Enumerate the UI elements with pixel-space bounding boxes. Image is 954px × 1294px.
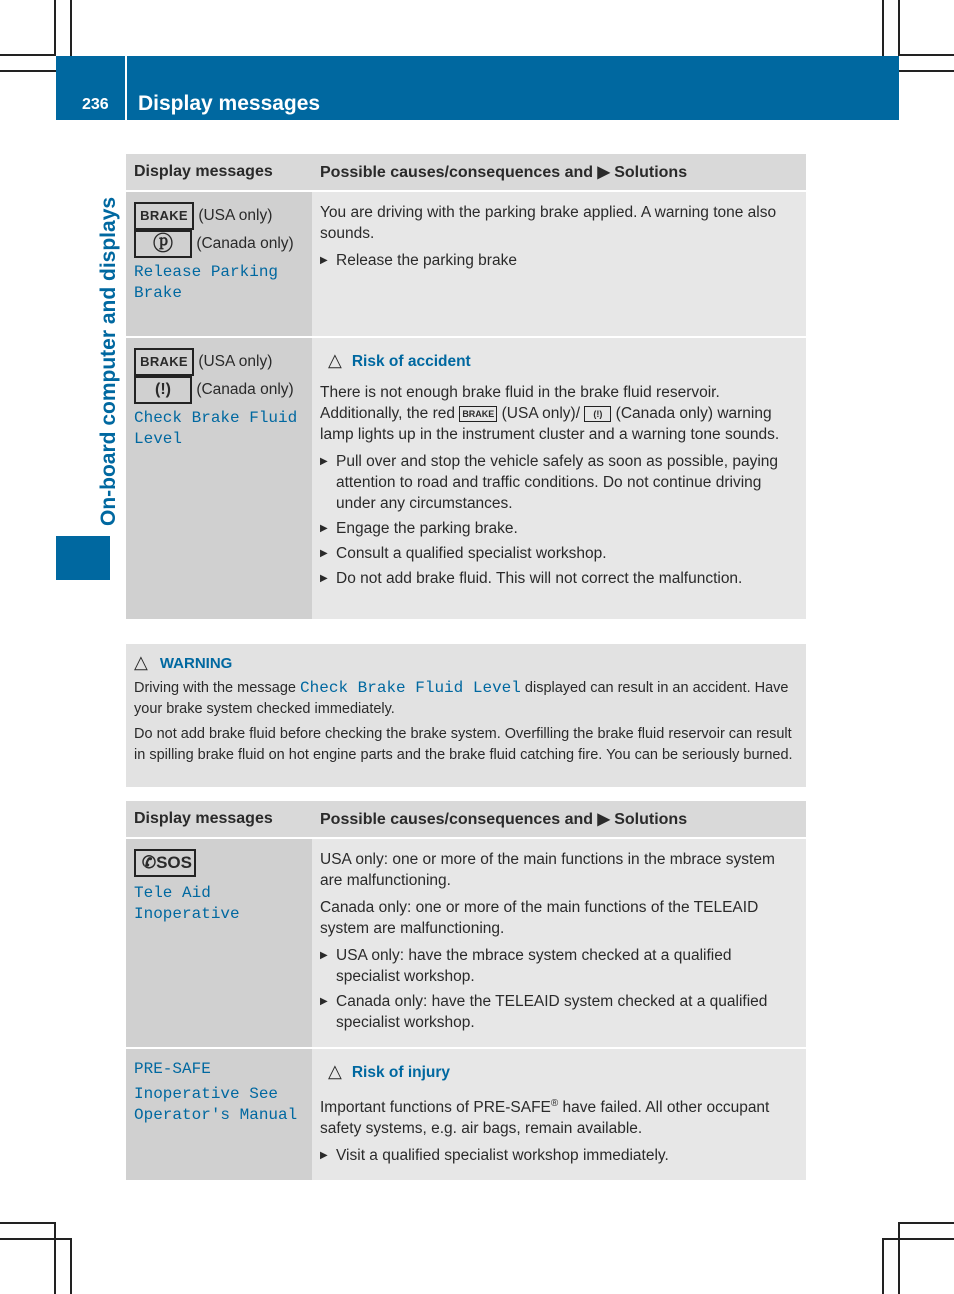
solution-step: ▶ Visit a qualified specialist workshop immediately. [320, 1145, 798, 1166]
crop-mark [898, 54, 954, 56]
parking-brake-icon: ⓟ [134, 230, 192, 258]
crop-mark [898, 1222, 900, 1294]
display-cell [126, 337, 312, 619]
display-message-text: Inoperative See Operator's Manual [134, 1085, 298, 1124]
solution-step: ▶ Consult a qualified specialist workshop. [320, 543, 798, 564]
crop-mark [882, 0, 884, 56]
cause-text: You are driving with the parking brake applied. A warning tone also sounds. [320, 204, 777, 242]
side-tab-block [56, 536, 110, 580]
display-messages-table-1 [126, 154, 806, 619]
table-row [126, 337, 806, 619]
crop-mark [0, 1238, 72, 1240]
crop-mark [54, 1222, 56, 1294]
causes-cell [312, 838, 806, 1048]
risk-label: Risk of injury [351, 1064, 451, 1081]
page-number: 236 [82, 96, 109, 113]
cause-text-mid: (USA only)/ [501, 405, 581, 422]
causes-cell [312, 337, 806, 619]
section-title: Display messages [138, 92, 321, 115]
risk-heading [328, 350, 798, 372]
solution-step: ▶ Canada only: have the TELEAID system checked at a qualified specialist workshop. [320, 991, 798, 1033]
display-message-text: Release Parking Brake [134, 263, 279, 302]
crop-mark [898, 70, 954, 72]
display-message-text: PRE-SAFE [134, 1060, 211, 1078]
display-message-text: Check Brake Fluid Level [300, 679, 521, 697]
solution-step: ▶ Do not add brake fluid. This will not correct the malfunction. [320, 568, 798, 589]
brake-warning-icon: BRAKE [459, 406, 497, 422]
display-cell [126, 838, 312, 1048]
crop-mark [898, 1222, 954, 1224]
display-cell [126, 191, 312, 337]
brake-fluid-icon: (!) [134, 376, 192, 404]
solution-step: ▶ Release the parking brake [320, 250, 798, 271]
warning-box [126, 644, 806, 787]
warning-title: WARNING [159, 655, 233, 672]
column-header-display: Display messages [126, 154, 312, 191]
crop-mark [882, 1238, 954, 1240]
brake-warning-icon: BRAKE [134, 348, 194, 376]
crop-mark [70, 0, 72, 56]
cause-text: USA only: one or more of the main functions in the mbrace system are malfunctioning. [320, 851, 775, 889]
warning-triangle-icon: △ [134, 652, 148, 672]
solution-step: ▶ USA only: have the mbrace system checked at a qualified specialist workshop. [320, 945, 798, 987]
causes-cell [312, 1048, 806, 1180]
crop-mark [70, 1238, 72, 1294]
causes-cell [312, 191, 806, 337]
header-divider [125, 56, 127, 120]
warning-heading [134, 652, 798, 674]
usa-label: (USA only) [198, 207, 273, 225]
column-header-display: Display messages [126, 801, 312, 838]
sos-phone-icon: ✆SOS [134, 849, 196, 877]
table-row [126, 1048, 806, 1180]
solution-step: ▶ Engage the parking brake. [320, 518, 798, 539]
crop-mark [0, 54, 56, 56]
crop-mark [898, 0, 900, 56]
crop-mark [0, 1222, 56, 1224]
risk-heading [328, 1061, 798, 1083]
display-messages-table-2 [126, 801, 806, 1180]
crop-mark [882, 1238, 884, 1294]
warning-text-end: displayed can result in an accident. Have your brake system checked immediately. [134, 680, 789, 717]
solution-step: ▶ Pull over and stop the vehicle safely as soon as possible, paying attention to road and traffic conditions. Do not continue driving under any circumstances. [320, 451, 798, 514]
display-cell [126, 1048, 312, 1180]
table-row [126, 191, 806, 337]
canada-label: (Canada only) [196, 381, 294, 399]
cause-text-end: (Canada only) warning lamp lights up in the instrument cluster and a warning tone sounds. [320, 405, 780, 443]
display-message-text: Tele Aid Inoperative [134, 884, 240, 923]
risk-label: Risk of accident [351, 353, 471, 370]
warning-triangle-icon: △ [328, 1061, 342, 1081]
canada-label: (Canada only) [196, 235, 294, 253]
brake-warning-icon: BRAKE [134, 202, 194, 230]
brake-fluid-icon: (!) [584, 406, 611, 422]
warning-triangle-icon: △ [328, 350, 342, 370]
cause-text: Important functions of PRE-SAFE® have failed. All other occupant safety systems, e.g. air bags, remain available. [320, 1098, 770, 1138]
cause-text [320, 382, 798, 445]
warning-text-start: Driving with the message [134, 680, 296, 696]
cause-text: Canada only: one or more of the main functions of the TELEAID system are malfunctioning. [320, 899, 759, 937]
crop-mark [54, 0, 56, 56]
warning-paragraph [134, 678, 798, 720]
warning-paragraph: Do not add brake fluid before checking the brake system. Overfilling the brake fluid reservoir can result in spilling brake fluid on hot engine parts and the brake fluid catching fire. You can be seriously burned. [134, 726, 793, 763]
page-header [56, 56, 899, 120]
column-header-causes: Possible causes/consequences and ▶ Solutions [312, 154, 806, 191]
usa-label: (USA only) [198, 353, 273, 371]
cause-text-start: There is not enough brake fluid in the brake fluid reservoir. Additionally, the red [320, 384, 720, 422]
side-tab-label: On-board computer and displays [97, 196, 120, 526]
column-header-causes: Possible causes/consequences and ▶ Solutions [312, 801, 806, 838]
table-row [126, 838, 806, 1048]
display-message-text: Check Brake Fluid Level [134, 409, 298, 448]
crop-mark [0, 70, 56, 72]
